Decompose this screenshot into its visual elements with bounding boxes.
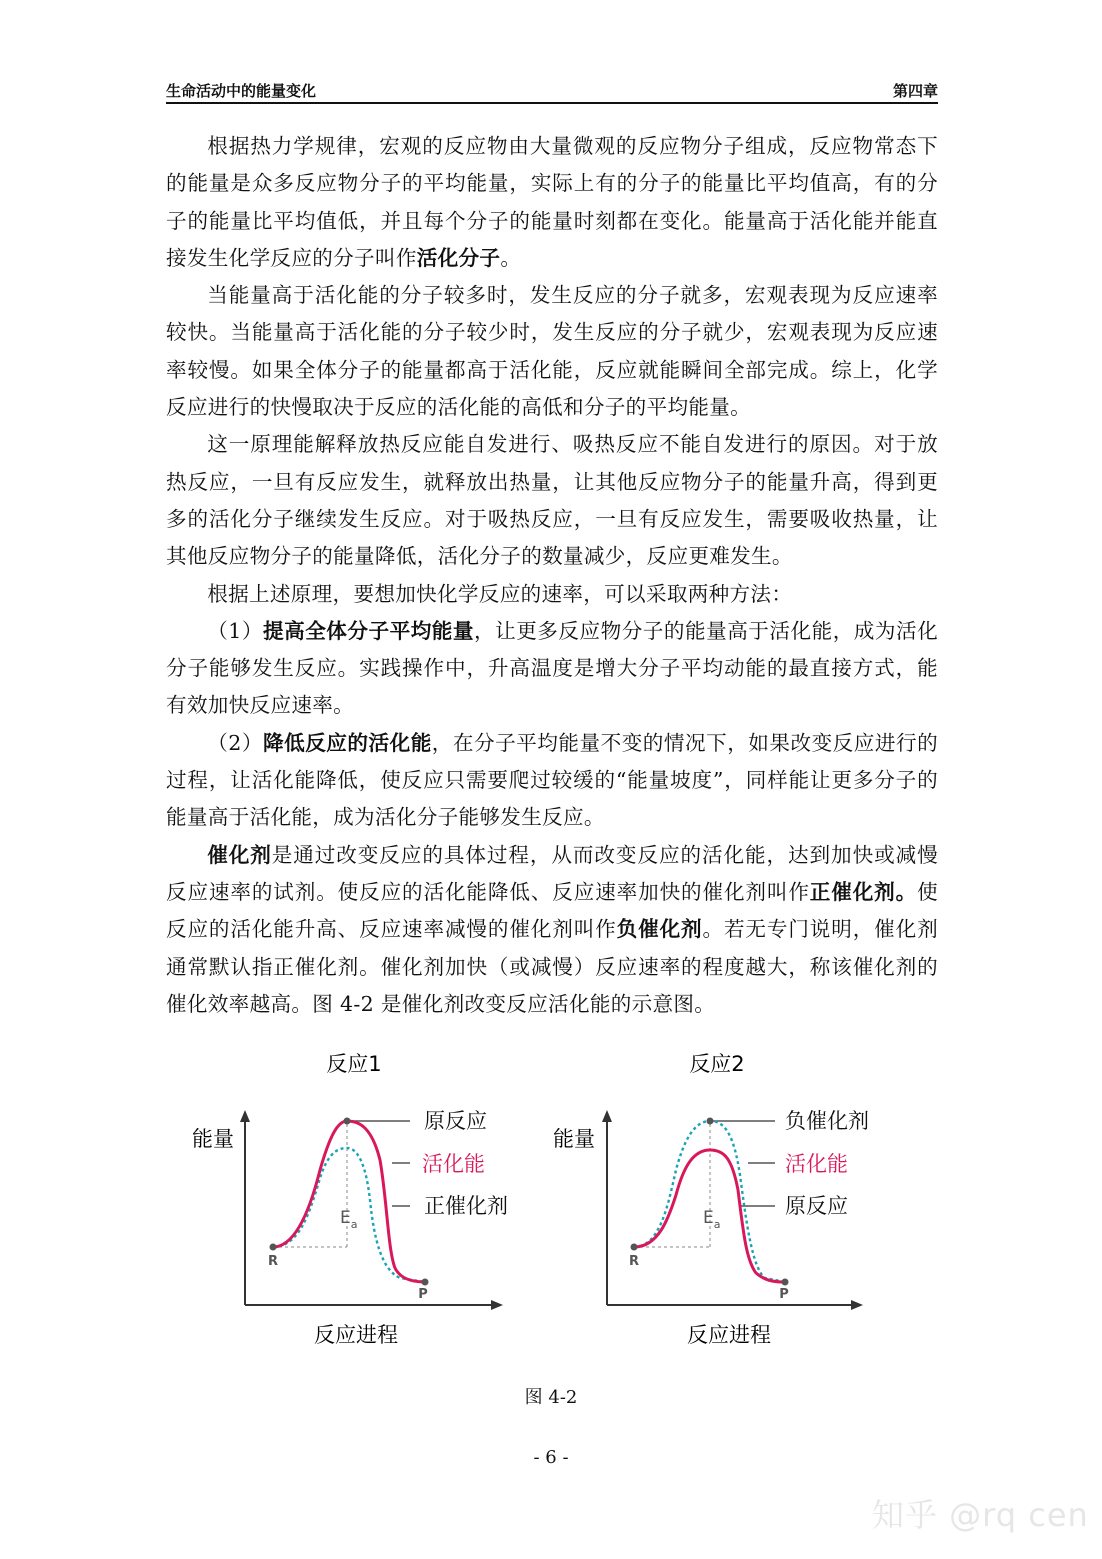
panel2-peak-dot bbox=[707, 1118, 714, 1125]
panel2-y-arrow bbox=[602, 1110, 612, 1122]
panel2-label-original: 原反应 bbox=[785, 1194, 848, 1218]
paragraph bbox=[166, 128, 938, 277]
page-header bbox=[166, 78, 938, 104]
paragraph bbox=[166, 426, 938, 575]
text-run: （1） bbox=[207, 618, 263, 643]
text-run: 根据上述原理，要想加快化学反应的速率，可以采取两种方法： bbox=[207, 581, 793, 606]
text-run: 是通过改变反应的具体过程，从而改变反应的活化能，达到加快或减慢反应速率的试剂。使反应的活化能降低、反应速率加快的催化剂叫作 bbox=[166, 842, 939, 904]
bold-term: 提高全体分子平均能量 bbox=[263, 618, 474, 643]
panel1-r-label: R bbox=[267, 1254, 279, 1269]
panel2-ylabel: 能量 bbox=[553, 1127, 595, 1151]
energy-diagrams bbox=[160, 1040, 900, 1360]
page-number: - 6 - bbox=[533, 1447, 569, 1468]
panel1-xlabel: 反应进程 bbox=[314, 1323, 398, 1347]
panel1-label-original: 原反应 bbox=[424, 1109, 487, 1133]
panel-reaction-2 bbox=[553, 1052, 869, 1347]
body-text bbox=[166, 128, 938, 1023]
panel2-p-label: P bbox=[779, 1287, 789, 1302]
text-run: 。若无专门说明，催化剂通常默认指正催化剂。催化剂加快（或减慢）反应速率的程度越大，称该催化剂的催化效率越高。图 4-2 是催化剂改变反应活化能的示意图。 bbox=[166, 917, 938, 1016]
bold-term: 正催化剂。 bbox=[809, 879, 918, 904]
text-run: ，在分子平均能量不变的情况下，如果改变反应进行的过程，让活化能降低，使反应只需要爬过较缓的“能量坡度”，同样能让更多分子的能量高于活化能，成为活化分子能够发生反应。 bbox=[166, 730, 938, 830]
panel2-x-arrow bbox=[851, 1300, 863, 1310]
panel2-xlabel: 反应进程 bbox=[687, 1323, 771, 1347]
header-chapter: 第四章 bbox=[892, 82, 938, 100]
paragraph bbox=[166, 837, 938, 1023]
bold-term: 负催化剂 bbox=[616, 917, 703, 942]
bold-term: 催化剂 bbox=[207, 842, 272, 867]
panel1-ylabel: 能量 bbox=[192, 1127, 234, 1151]
panel1-ea-label: $E_a$ bbox=[340, 1208, 358, 1231]
paragraph bbox=[166, 277, 938, 426]
watermark: 知乎 @rq cen bbox=[872, 1496, 1089, 1534]
panel1-original-curve bbox=[273, 1121, 425, 1282]
text-run: 。 bbox=[500, 245, 522, 270]
paragraph bbox=[166, 576, 938, 613]
text-run: （2） bbox=[207, 730, 263, 755]
bold-term: 活化分子 bbox=[416, 245, 501, 270]
bold-term: 降低反应的活化能 bbox=[263, 730, 432, 755]
panel2-label-activation: 活化能 bbox=[785, 1152, 848, 1176]
panel2-r-label: R bbox=[628, 1254, 640, 1269]
panel1-label-activation: 活化能 bbox=[422, 1152, 485, 1176]
text-run: 当能量高于活化能的分子较多时，发生反应的分子就多，宏观表现为反应速率较快。当能量高于活化能的分子较少时，发生反应的分子就少，宏观表现为反应速率较慢。如果全体分子的能量都高于活化能，反应就能瞬间全部完成。综上，化学反应进行的快慢取决于反应的活化能的高低和分子的平均能量。 bbox=[166, 283, 938, 420]
text-run: ，让更多反应物分子的能量高于活化能，成为活化分子能够发生反应。实践操作中，升高温度是增大分子平均动能的最直接方式，能有效加快反应速率。 bbox=[166, 618, 938, 718]
panel2-label-negative-catalyst: 负催化剂 bbox=[785, 1109, 869, 1133]
paragraph bbox=[166, 725, 938, 837]
text-run: 使反应的活化能升高、反应速率减慢的催化剂叫作 bbox=[166, 879, 939, 942]
panel2-r-dot bbox=[631, 1244, 638, 1251]
panel1-r-dot bbox=[270, 1244, 277, 1251]
paragraph bbox=[166, 613, 938, 725]
figure-4-2 bbox=[160, 1040, 900, 1360]
text-run: 这一原理能解释放热反应能自发进行、吸热反应不能自发进行的原因。对于放热反应，一旦有反应发生，就释放出热量，让其他反应物分子的能量升高，得到更多的活化分子继续发生反应。对于吸热反应，一旦有反应发生，需要吸收热量，让其他反应物分子的能量降低，活化分子的数量减少，反应更难发生。 bbox=[166, 432, 938, 569]
panel1-title: 反应1 bbox=[326, 1052, 382, 1076]
panel2-ea-label: $E_a$ bbox=[703, 1208, 721, 1231]
header-title: 生命活动中的能量变化 bbox=[166, 82, 317, 100]
panel1-p-dot bbox=[422, 1279, 429, 1286]
panel-reaction-1 bbox=[192, 1052, 508, 1347]
panel1-y-arrow bbox=[240, 1110, 250, 1122]
panel2-catalyst-curve bbox=[634, 1121, 785, 1282]
panel2-title: 反应2 bbox=[689, 1052, 745, 1076]
text-run: 根据热力学规律，宏观的反应物由大量微观的反应物分子组成，反应物常态下的能量是众多反应物分子的平均能量，实际上有的分子的能量比平均值高，有的分子的能量比平均值低，并且每个分子的能量时刻都在变化。能量高于活化能并能直接发生化学反应的分子叫作 bbox=[166, 134, 938, 270]
panel1-peak-dot bbox=[344, 1118, 351, 1125]
panel1-x-arrow bbox=[491, 1300, 503, 1310]
panel1-p-label: P bbox=[418, 1287, 428, 1302]
figure-caption: 图 4-2 bbox=[524, 1387, 578, 1408]
panel2-p-dot bbox=[782, 1279, 789, 1286]
panel1-label-catalyst: 正催化剂 bbox=[424, 1194, 508, 1218]
